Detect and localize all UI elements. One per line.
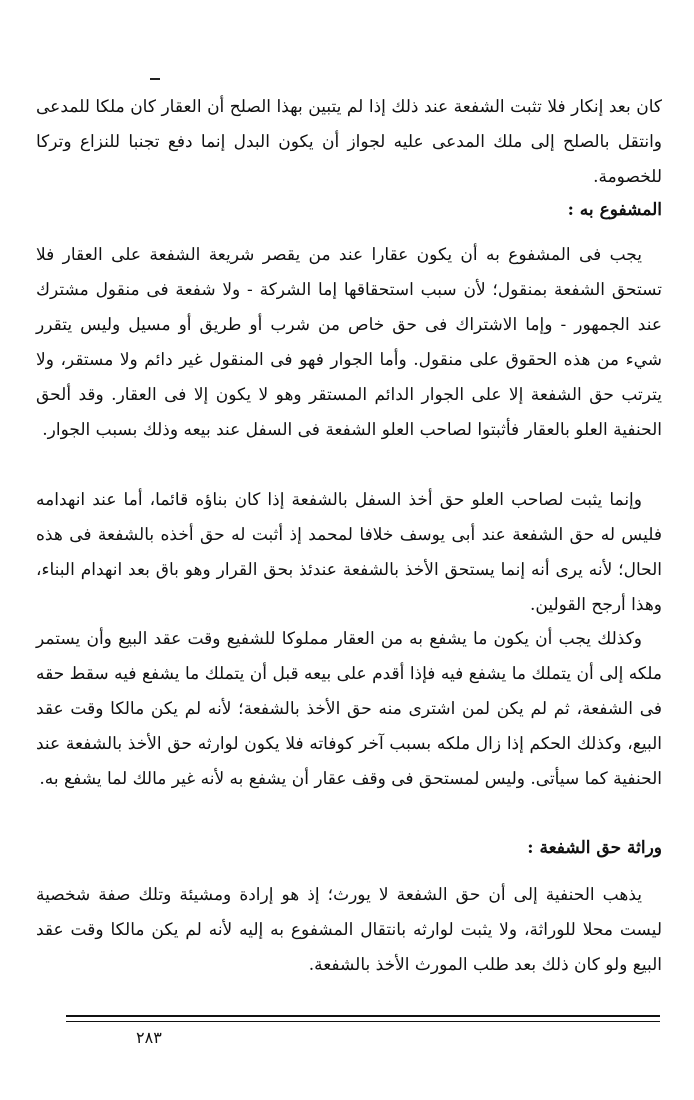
paragraph-upper-floor: وإنما يثبت لصاحب العلو حق أخذ السفل بالشفعة إذا كان بناؤه قائما، أما عند انهدامه فليس له حق الشفعة عند أبى يوسف خلافا لمحمد إذ أثبت له حق أخذه بالشفعة فى هذه الحال؛ لأنه يرى أنه إنما يستحق الأخذ بالشفعة عندئذ بحق القرار وهو باق بعد انهدام البناء، وهذا أرجح القولين. (36, 490, 662, 615)
top-mark (150, 78, 160, 80)
paragraph-real-estate-condition: يجب فى المشفوع به أن يكون عقارا عند من يقصر شريعة الشفعة على العقار فلا تستحق الشفعة بمنقول؛ لأن سبب استحقاقها إما الشركة - ولا شفعة فى منقول مشترك عند الجمهور - وإما الاشتراك فى حق خاص من شرب أو طريق أو مسيل وليس يتقرر شيء من هذه الحقوق على منقول. وأما الجوار فهو فى المنقول غير دائم ولا مستقر، ولا يترتب حق الشفعة إلا على الجوار الدائم المستقر وهو لا يكون إلا فى العقار. وقد ألحق الحنفية العلو بالعقار فأثبتوا لصاحب العلو الشفعة فى السفل عند بيعه وذلك بسبب الجوار. (36, 245, 662, 440)
footer-rule-thin (66, 1021, 660, 1022)
paragraph-settlement: كان بعد إنكار فلا تثبت الشفعة عند ذلك إذا لم يتبين بهذا الصلح أن العقار كان ملكا للمدعى وانتقل بالصلح إلى ملك المدعى عليه لجواز أن يكون البدل إنما دفع تجنبا للنزاع وتركا للخصومة. (36, 97, 662, 187)
paragraph-inheritance: يذهب الحنفية إلى أن حق الشفعة لا يورث؛ إذ هو إرادة ومشيئة وتلك صفة شخصية ليست محلا للوراثة، ولا يثبت لوارثه بانتقال المشفوع به إليه لأنه لم يكن مالكا وقت عقد البيع ولو كان ذلك بعد طلب المورث الأخذ بالشفعة. (36, 885, 662, 975)
heading-inheritance: وراثة حق الشفعة : (527, 838, 662, 858)
page-number: ٢٨٣ (136, 1028, 162, 1047)
paragraph-ownership: وكذلك يجب أن يكون ما يشفع به من العقار مملوكا للشفيع وقت عقد البيع وأن يستمر ملكه إلى أن يتملك ما يشفع فيه فإذا أقدم على بيعه قبل أن يتملك ما يشفع فيه سقط حقه فى الشفعة، ثم لم يكن لمن اشترى منه حق الأخذ بالشفعة؛ لأنه لم يكن مالكا وقت عقد البيع، وكذلك الحكم إذا زال ملكه بسبب آخر كوفاته فلا يكون لوارثه حق الأخذ بالشفعة عند الحنفية كما سيأتى. وليس لمستحق فى وقف عقار أن يشفع به لأنه غير مالك لما يشفع به. (36, 629, 662, 789)
heading-mashfu-bih: المشفوع به : (567, 200, 662, 220)
footer-rule-thick (66, 1015, 660, 1017)
